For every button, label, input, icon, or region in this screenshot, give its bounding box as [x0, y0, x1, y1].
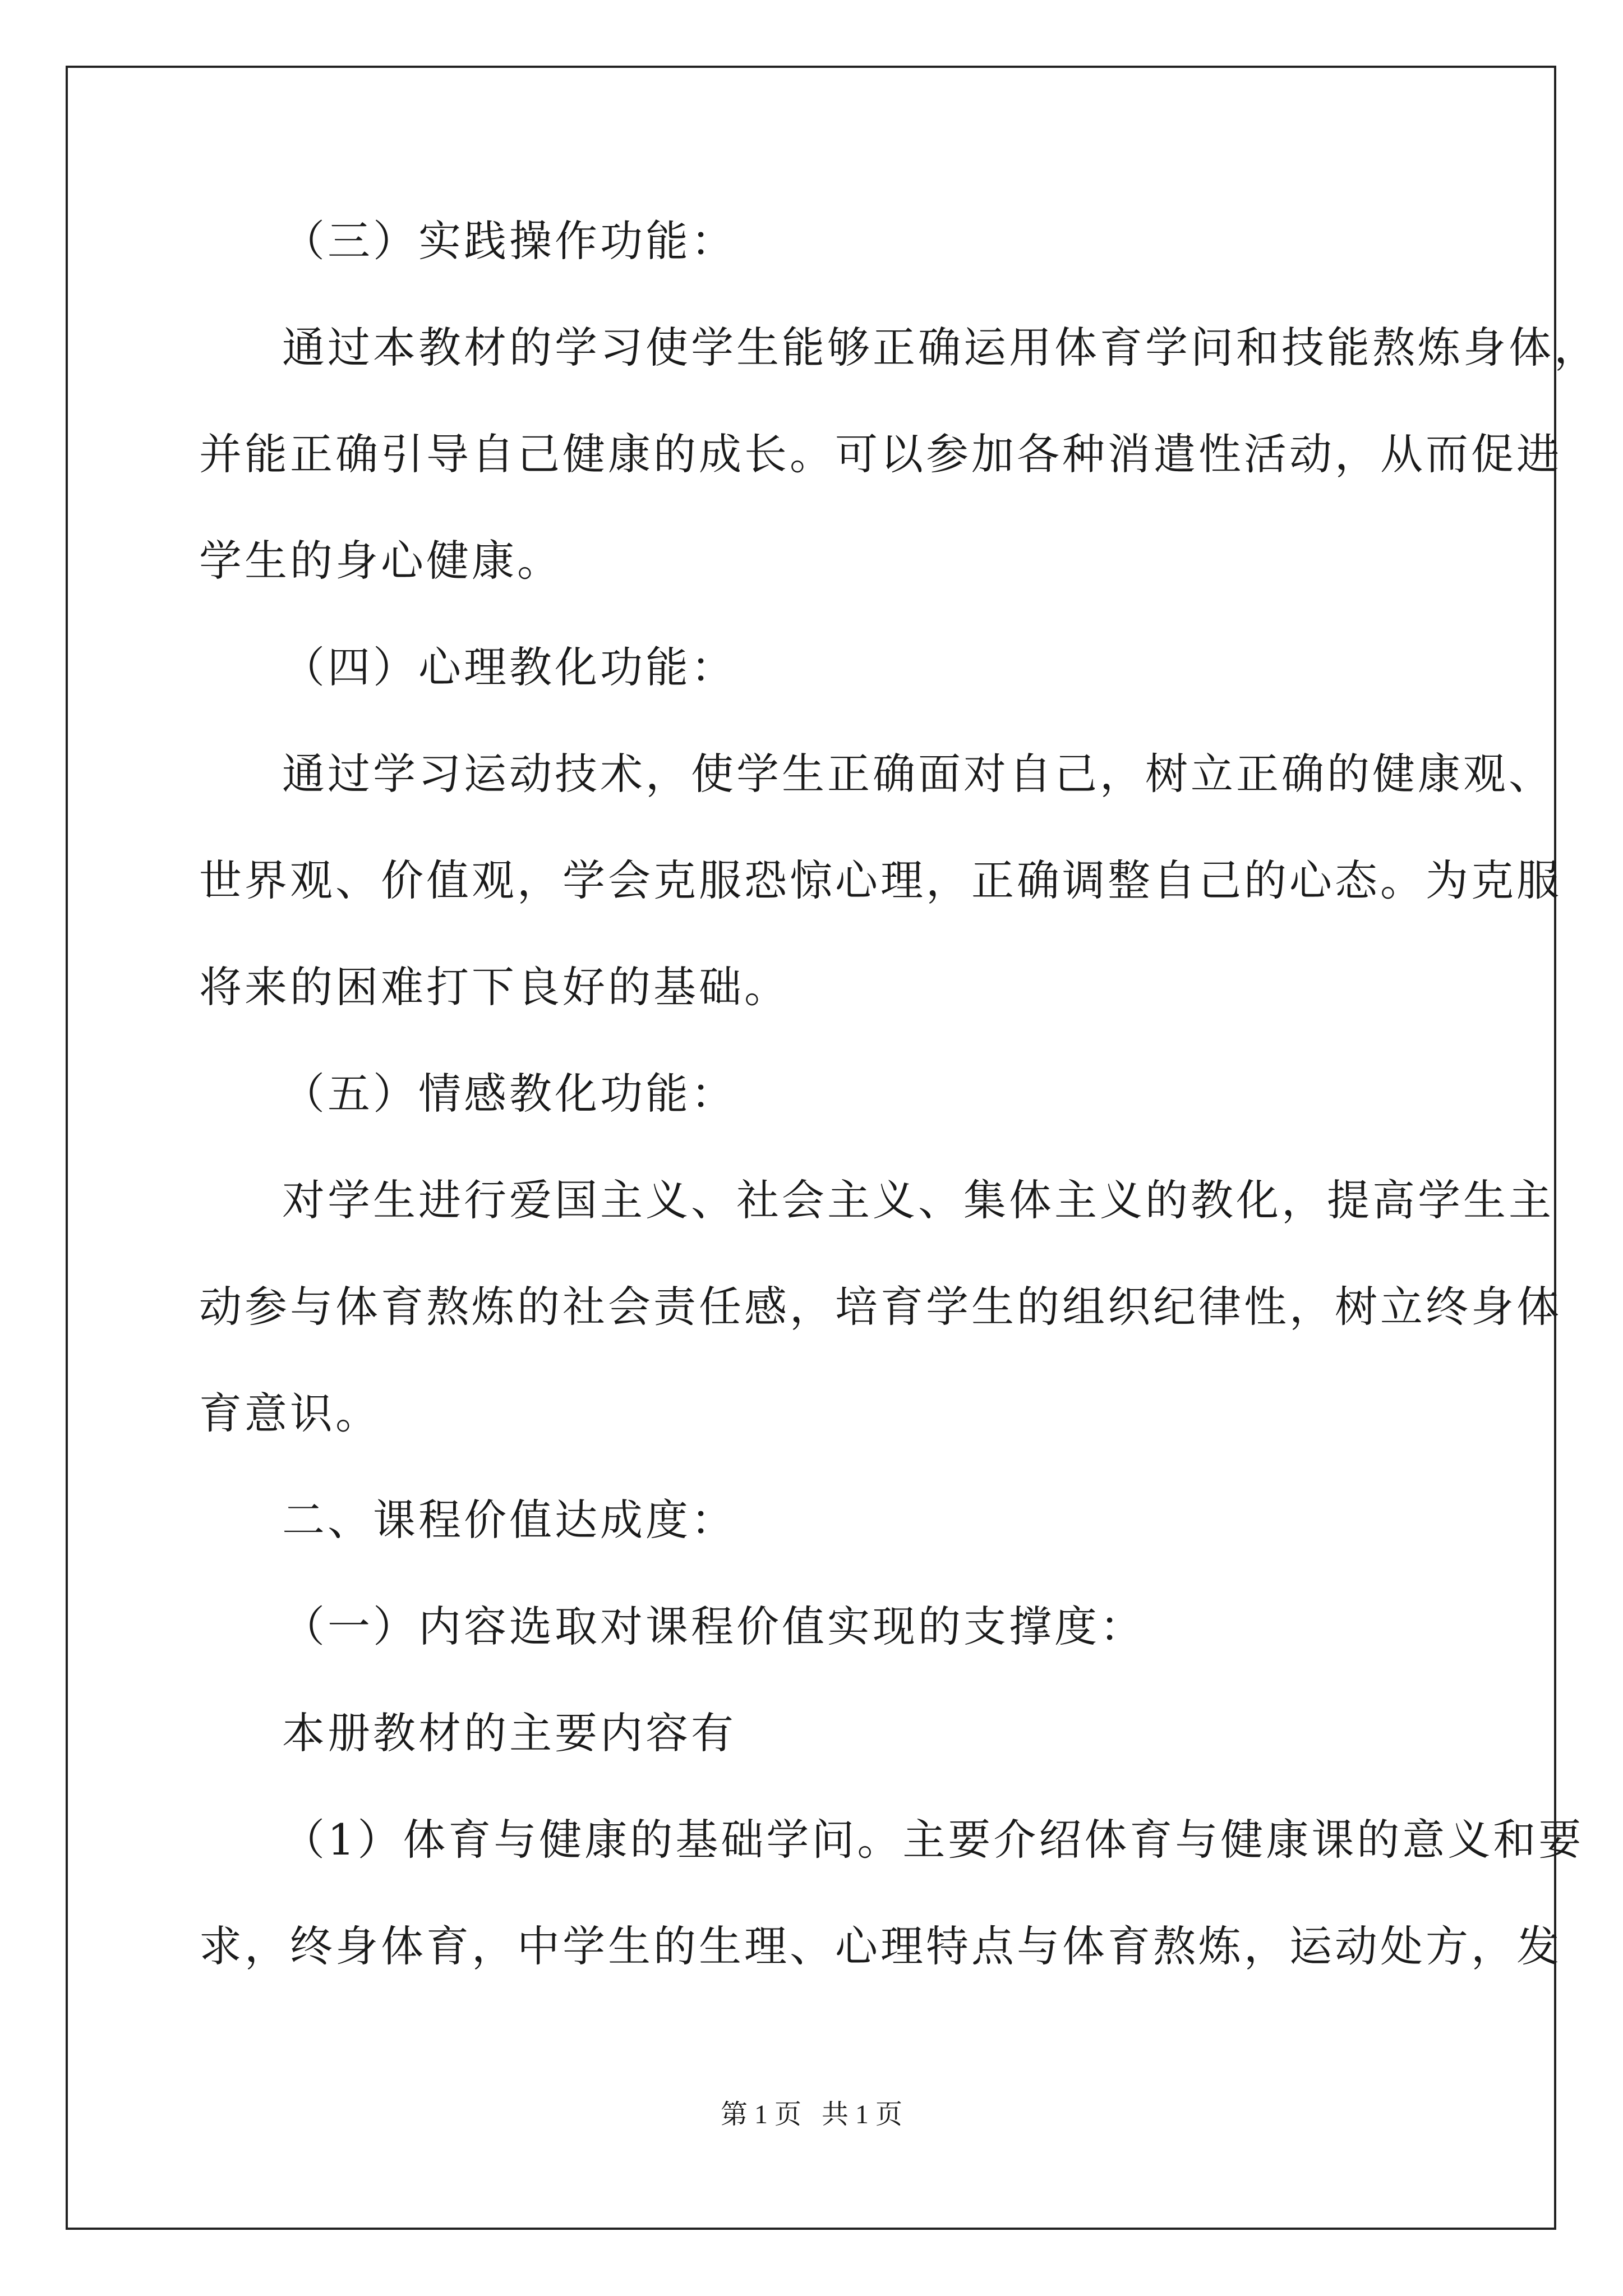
paragraph-line-1: （三）实践操作功能： [282, 216, 736, 266]
paragraph-line-2: 通过本教材的学习使学生能够正确运用体育学问和技能熬炼身体， [282, 323, 1599, 372]
paragraph-line-3: 并能正确引导自己健康的成长。可以参加各种消遣性活动，从而促进 [199, 429, 1562, 479]
paragraph-line-12: 育意识。 [199, 1388, 381, 1438]
paragraph-line-14: （一）内容选取对课程价值实现的支撑度： [282, 1602, 1145, 1651]
paragraph-line-17: 求，终身体育，中学生的生理、心理特点与体育熬炼，运动处方，发 [199, 1921, 1562, 1971]
paragraph-line-13: 二、课程价值达成度： [282, 1495, 736, 1545]
paragraph-line-15: 本册教材的主要内容有 [282, 1708, 736, 1758]
paragraph-line-8: 将来的困难打下良好的基础。 [199, 962, 790, 1012]
paragraph-line-16: （1）体育与健康的基础学问。主要介绍体育与健康课的意义和要 [282, 1815, 1584, 1865]
paragraph-line-11: 动参与体育熬炼的社会责任感，培育学生的组织纪律性，树立终身体 [199, 1282, 1562, 1332]
paragraph-line-4: 学生的身心健康。 [199, 536, 562, 586]
paragraph-line-7: 世界观、价值观，学会克服恐惊心理，正确调整自己的心态。为克服 [199, 855, 1562, 905]
paragraph-line-5: （四）心理教化功能： [282, 642, 736, 692]
page-number-footer: 第 1 页 共 1 页 [720, 2100, 902, 2129]
paragraph-line-9: （五）情感教化功能： [282, 1069, 736, 1119]
paragraph-line-10: 对学生进行爱国主义、社会主义、集体主义的教化，提高学生主 [282, 1175, 1554, 1225]
paragraph-line-6: 通过学习运动技术，使学生正确面对自己，树立正确的健康观、 [282, 749, 1554, 799]
page-border [66, 66, 1556, 2230]
